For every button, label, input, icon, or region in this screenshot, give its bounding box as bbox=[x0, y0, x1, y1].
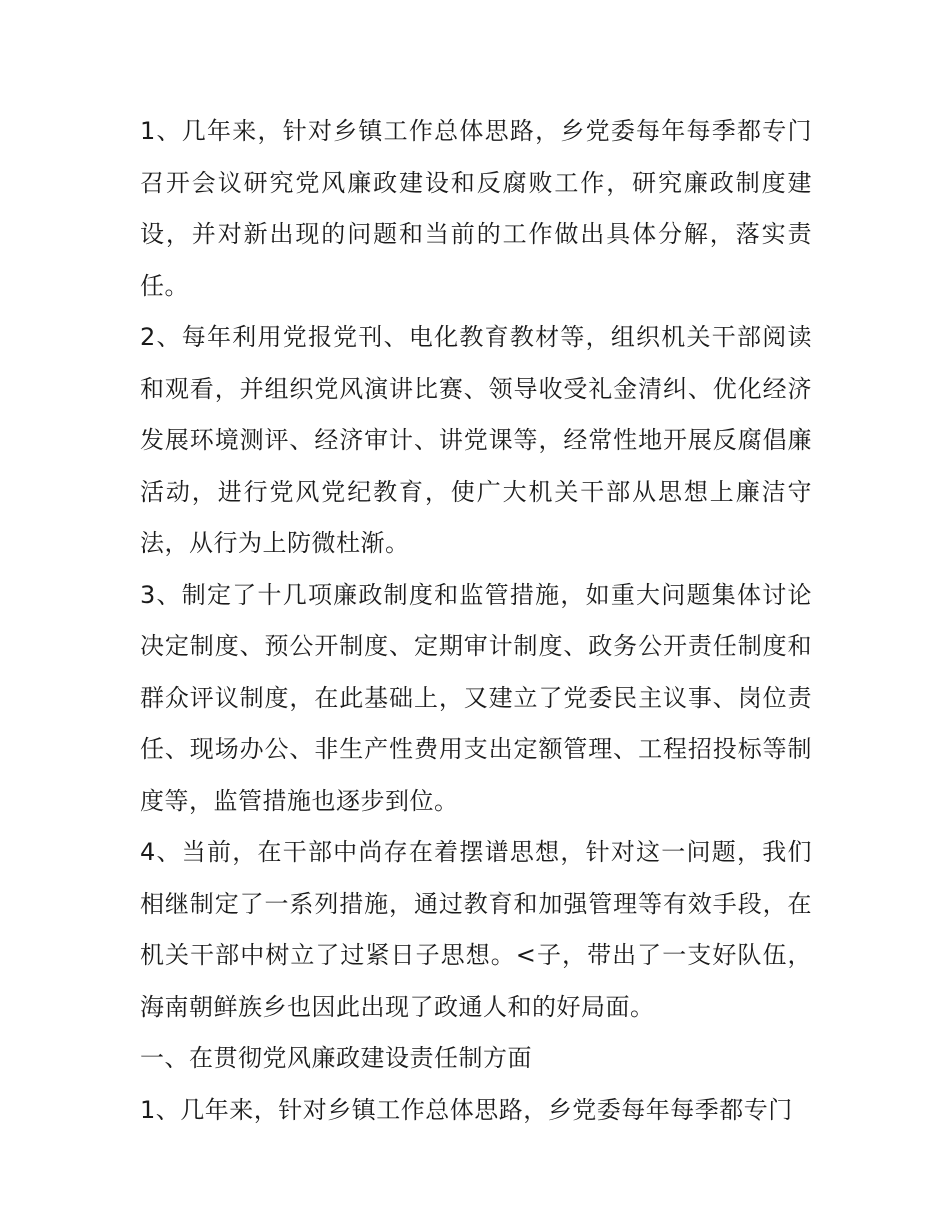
paragraph-4: 4、当前，在干部中尚存在着摆谱思想，针对这一问题，我们相继制定了一系列措施，通过教育和加强管理等有效手段，在机关干部中树立了过紧日子思想。<子，带出了一支好队伍，海南朝鲜族乡也因此出现了政通人和的好局面。 bbox=[140, 838, 812, 1021]
paragraph-3: 3、制定了十几项廉政制度和监管措施，如重大问题集体讨论决定制度、预公开制度、定期审计制度、政务公开责任制度和群众评议制度，在此基础上，又建立了党委民主议事、岗位责任、现场办公、非生产性费用支出定额管理、工程招投标等制度等，监管措施也逐步到位。 bbox=[140, 580, 812, 815]
paragraph-1: 1、几年来，针对乡镇工作总体思路，乡党委每年每季都专门召开会议研究党风廉政建设和反腐败工作，研究廉政制度建设，并对新出现的问题和当前的工作做出具体分解，落实责任。 bbox=[140, 117, 812, 300]
paragraph-5: 1、几年来，针对乡镇工作总体思路，乡党委每年每季都专门 bbox=[140, 1095, 793, 1124]
document-body bbox=[140, 106, 812, 1136]
paragraph-2: 2、每年利用党报党刊、电化教育教材等，组织机关干部阅读和观看，并组织党风演讲比赛、领导收受礼金清纠、优化经济发展环境测评、经济审计、讲党课等，经常性地开展反腐倡廉活动，进行党风党纪教育，使广大机关干部从思想上廉洁守法，从行为上防微杜渐。 bbox=[140, 323, 812, 557]
section-heading: 一、在贯彻党风廉政建设责任制方面 bbox=[140, 1044, 532, 1072]
